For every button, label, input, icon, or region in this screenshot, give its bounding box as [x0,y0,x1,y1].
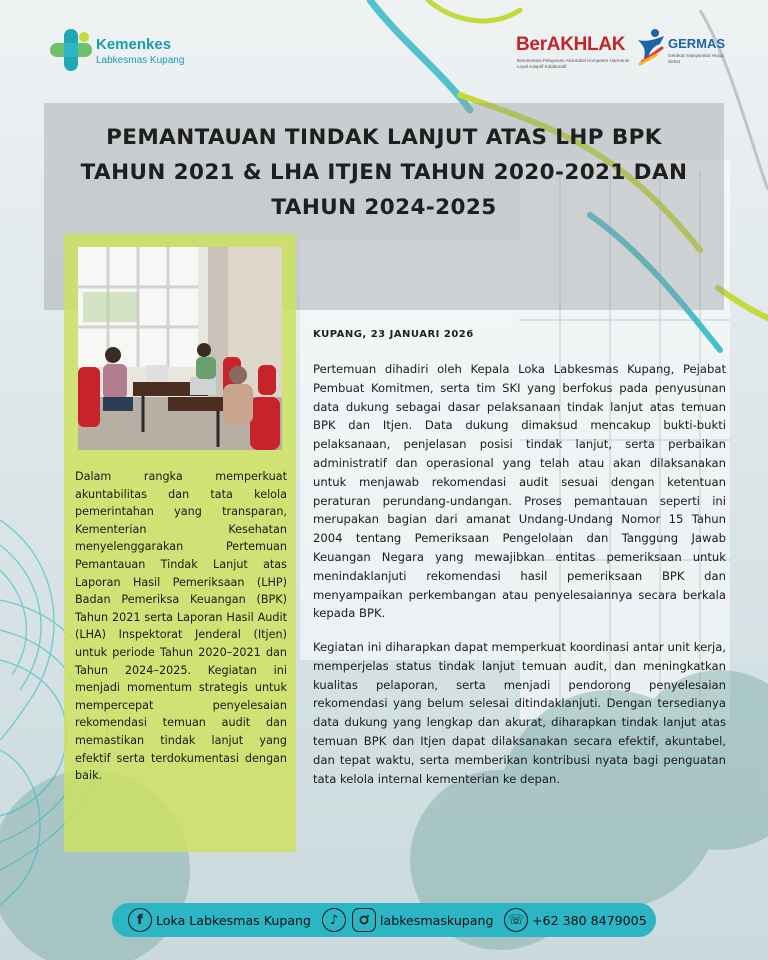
footer-instagram[interactable] [352,907,494,933]
org-subtitle: Labkesmas Kupang [96,55,185,66]
berakhlak-tagline: Berorientasi Pelayanan Akuntabel Kompeten Harmonis Loyal Adaptif Kolaboratif [517,58,630,69]
germas-figure-icon [636,28,666,66]
instagram-label: labkesmaskupang [380,912,494,928]
instagram-icon [352,908,376,932]
facebook-icon: f [128,908,152,932]
berakhlak-logo [516,34,634,74]
title-line-1: PEMANTAUAN TINDAK LANJUT ATAS LHP BPK [106,125,662,150]
kemenkes-logo-mark-icon [48,27,94,73]
germas-logo [636,28,732,68]
berakhlak-wordmark: BerAKHLAK [516,34,626,55]
org-name: Kemenkes [96,36,172,53]
phone-label: +62 380 8479005 [532,912,647,928]
meeting-photo [78,247,282,450]
title-line-3: TAHUN 2024-2025 [271,195,497,220]
left-intro-text: Dalam rangka memperkuat akuntabilitas dan tata kelola pemerintahan yang transparan, Kementerian Kesehatan menyelenggarakan Pertemuan Pemantauan Tindak Lanjut atas Laporan Hasil Pemeriksaan (LHP) Badan Pemeriksa Keuangan (BPK) Tahun 2021 serta Laporan Hasil Audit (LHA) Inspektorat Jenderal (Itjen) untuk periode Tahun 2020–2021 dan Tahun 2024–2025. Kegiatan ini menjadi momentum strategis untuk mempercepat penyelesaian rekomendasi temuan audit dan memastikan tindak lanjut yang efektif serta terdokumentasi dengan baik. [75,470,287,783]
footer-phone[interactable] [504,907,647,933]
phone-icon: ☏ [504,908,528,932]
footer-contact-bar [112,903,656,937]
germas-tagline: Gerakan Masyarakat Hidup Sehat [668,53,724,64]
footer-tiktok[interactable] [322,907,346,933]
title-line-2: TAHUN 2021 & LHA ITJEN TAHUN 2020-2021 DAN [80,160,688,185]
body-paragraph-1: Pertemuan dihadiri oleh Kepala Loka Labkesmas Kupang, Pejabat Pembuat Komitmen, serta tim SKI yang berfokus pada penyusunan data dukung sebagai dasar pelaksanaan tindak lanjut atas temuan BPK dan Itjen. Data dukung dimaksud mencakup bukti-bukti pelaksanaan, penjelasan posisi tindak lanjut, serta perbaikan administratif dan operasional yang telah atau akan dilaksanakan untuk menjawab rekomendasi audit sesuai dengan ketentuan peraturan perundang-undangan. Proses pemantauan seperti ini merupakan bagian dari amanat Undang-Undang Nomor 15 Tahun 2004 tentang Pemeriksaan Pengelolaan dan Tanggung Jawab Keuangan Negara yang mewajibkan entitas pemeriksaan untuk menindaklanjuti rekomendasi hasil pemeriksaan BPK dan menyampaikan perkembangan atau penyelesaiannya secara berkala kepada BPK. [313,362,726,621]
tiktok-icon: ♪ [322,908,346,932]
kemenkes-logo [48,27,188,75]
germas-wordmark: GERMAS [668,36,726,51]
facebook-label: Loka Labkesmas Kupang [156,912,312,928]
footer-facebook[interactable] [128,907,311,933]
page-title [60,120,708,225]
dateline: KUPANG, 23 JANUARI 2026 [313,329,474,340]
body-paragraph-2: Kegiatan ini diharapkan dapat memperkuat koordinasi antar unit kerja, memperjelas status tindak lanjut temuan audit, dan meningkatkan kualitas pelaporan, serta menjadi pendorong penyelesaian rekomendasi yang belum selesai ditindaklanjuti. Dengan tersedianya data dukung yang lengkap dan akurat, diharapkan tindak lanjut atas temuan BPK dan Itjen dapat dilaksanakan secara efektif, akuntabel, dan tepat waktu, serta memberikan kontribusi nyata bagi penguatan tata kelola internal kementerian ke depan. [313,640,726,786]
